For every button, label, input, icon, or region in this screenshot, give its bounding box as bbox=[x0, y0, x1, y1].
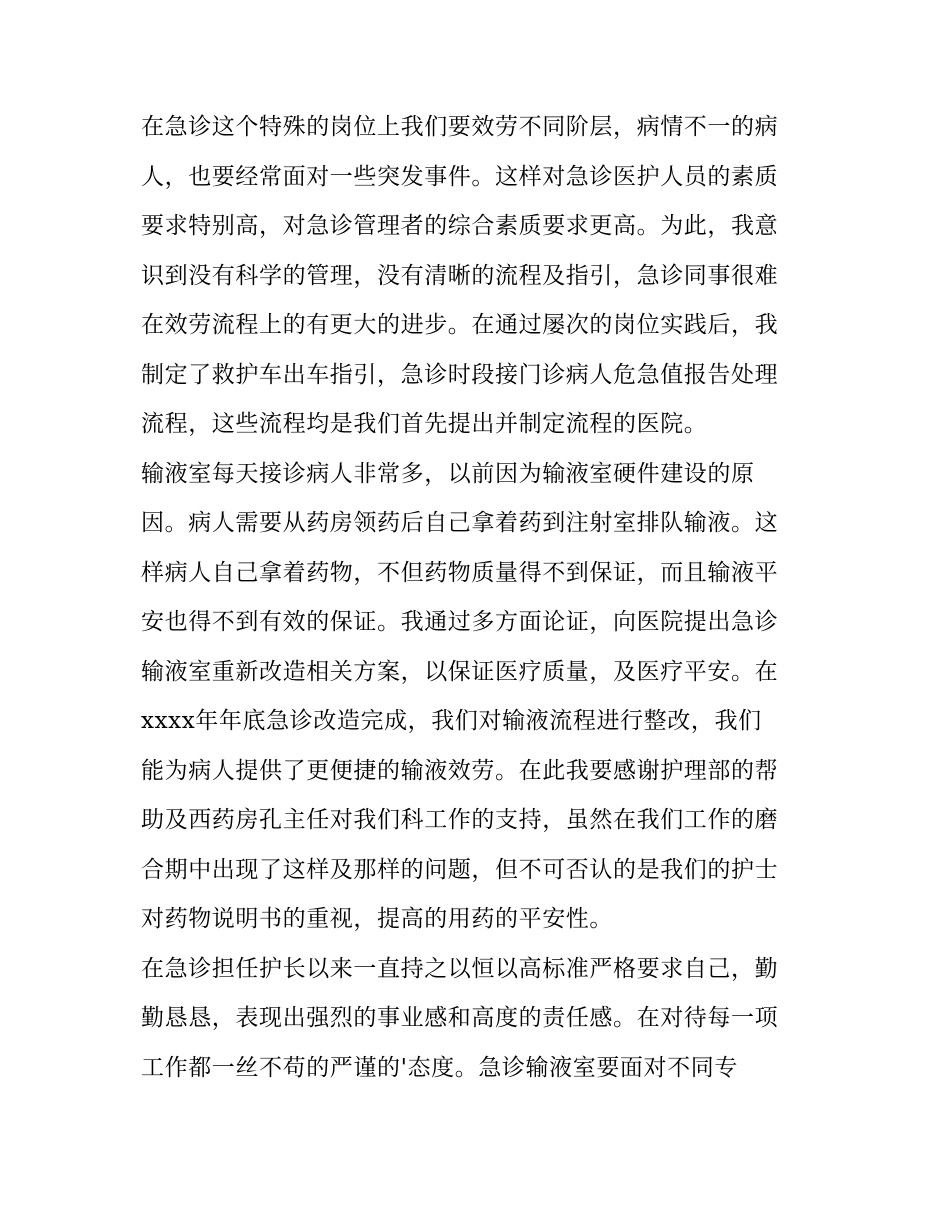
text-line: 合期中出现了这样及那样的问题，但不可否认的是我们的护士 bbox=[141, 856, 779, 883]
text-line: 识到没有科学的管理，没有清晰的流程及指引，急诊同事很难 bbox=[141, 262, 779, 289]
text-line: 勤恳恳，表现出强烈的事业感和高度的责任感。在对待每一项 bbox=[141, 1005, 779, 1031]
text-line: 输液室重新改造相关方案，以保证医疗质量，及医疗平安。在 bbox=[141, 658, 779, 685]
text-line: 助及西药房孔主任对我们科工作的支持，虽然在我们工作的磨 bbox=[141, 807, 779, 833]
text-line: 人，也要经常面对一些突发事件。这样对急诊医护人员的素质 bbox=[141, 163, 779, 190]
text-line: 要求特别高，对急诊管理者的综合素质要求更高。为此，我意 bbox=[141, 213, 779, 239]
text-line: 制定了救护车出车指引，急诊时段接门诊病人危急值报告处理 bbox=[141, 361, 779, 388]
document-body bbox=[141, 103, 821, 1093]
text-line: 流程，这些流程均是我们首先提出并制定流程的医院。 bbox=[141, 411, 708, 437]
text-line: 在急诊担任护长以来一直持之以恒以高标准严格要求自己，勤 bbox=[141, 955, 779, 982]
text-line: 在效劳流程上的有更大的进步。在通过屡次的岗位实践后，我 bbox=[141, 312, 779, 338]
text-line: 在急诊这个特殊的岗位上我们要效劳不同阶层，病情不一的病 bbox=[141, 114, 779, 140]
text-line: 工作都一丝不苟的严谨的'态度。急诊输液室要面对不同专 bbox=[141, 1054, 738, 1081]
text-line: 能为病人提供了更便捷的输液效劳。在此我要感谢护理部的帮 bbox=[141, 757, 779, 784]
text-line: 样病人自己拿着药物，不但药物质量得不到保证，而且输液平 bbox=[141, 559, 779, 586]
text-line: xxxx年年底急诊改造完成，我们对输液流程进行整改，我们 bbox=[141, 708, 762, 734]
text-line: 对药物说明书的重视，提高的用药的平安性。 bbox=[141, 906, 613, 932]
text-line: 输液室每天接诊病人非常多，以前因为输液室硬件建设的原 bbox=[141, 460, 755, 487]
text-line: 因。病人需要从药房领药后自己拿着药到注射室排队输液。这 bbox=[141, 510, 779, 536]
text-line: 安也得不到有效的保证。我通过多方面论证，向医院提出急诊 bbox=[141, 609, 779, 635]
